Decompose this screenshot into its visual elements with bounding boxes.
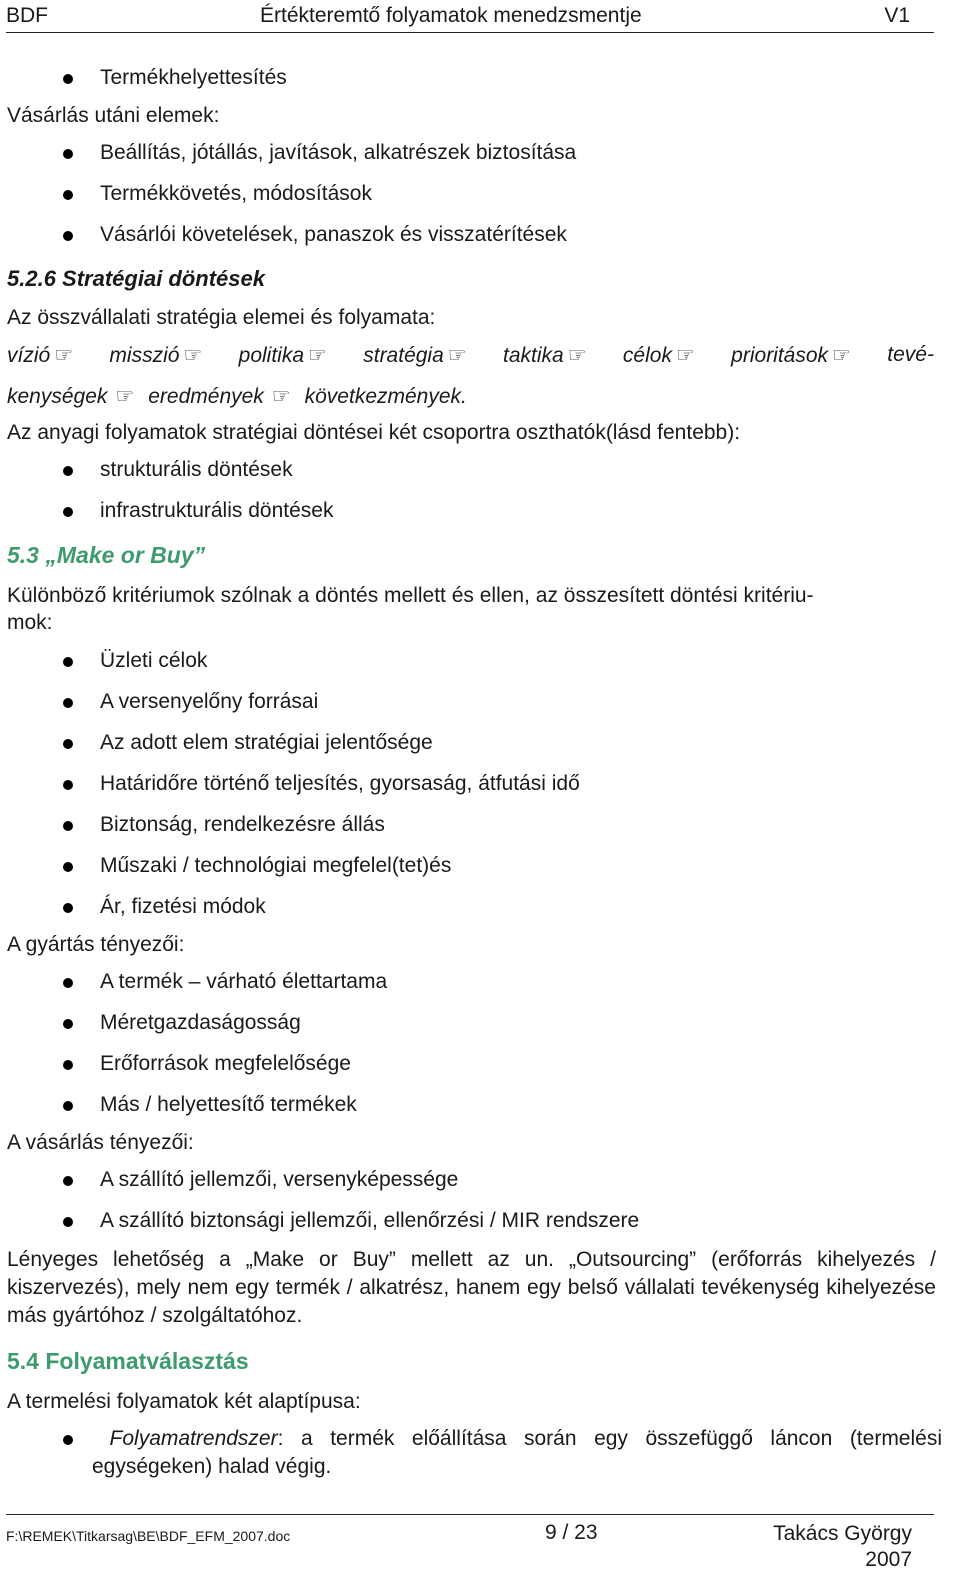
strategy-intro: Az összvállalati stratégia elemei és folyamata:: [7, 306, 436, 329]
footer-file-path: F:\REMEK\Titkarsag\BE\BDF_EFM_2007.doc: [6, 1528, 291, 1544]
bullet: [63, 978, 73, 988]
process-term: Folyamatrendszer: [109, 1427, 278, 1450]
strategy-chain-line1: [7, 343, 934, 368]
list-item: [92, 1425, 942, 1481]
bullet: [63, 1101, 73, 1111]
list-item: A szállító biztonsági jellemzői, ellenőrzési / MIR rendszere: [100, 1209, 640, 1232]
criteria-intro-line1: Különböző kritériumok szólnak a döntés mellett és ellen, az összesített döntési kritériu-: [7, 584, 814, 607]
bullet: [63, 466, 73, 476]
bullet: [63, 780, 73, 790]
bullet: [63, 74, 73, 84]
process-intro: A termelési folyamatok két alaptípusa:: [7, 1390, 361, 1413]
list-item: Ár, fizetési módok: [100, 895, 266, 918]
bullet: [63, 507, 73, 517]
list-item: Az adott elem stratégiai jelentősége: [100, 731, 433, 754]
page-number: 9 / 23: [545, 1521, 598, 1544]
bullet: [63, 231, 73, 241]
bullet: [63, 903, 73, 913]
list-item: A szállító jellemzői, versenyképessége: [100, 1168, 459, 1191]
pointing-hand-icon: ☞: [447, 344, 467, 367]
chain-word: misszió: [109, 344, 180, 367]
footer-author-block: [773, 1521, 912, 1573]
list-item: Termékkövetés, módosítások: [100, 182, 372, 205]
chain-word: vízió: [7, 344, 51, 367]
pointing-hand-icon: ☞: [183, 344, 203, 367]
production-label: A gyártás tényezői:: [7, 933, 185, 956]
header-title: Értékteremtő folyamatok menedzsmentje: [260, 4, 642, 27]
chain-word: kenységek: [7, 385, 108, 408]
list-item: Műszaki / technológiai megfelel(tet)és: [100, 854, 452, 877]
list-item: Határidőre történő teljesítés, gyorsaság, átfutási idő: [100, 772, 580, 795]
header-left: BDF: [6, 4, 48, 27]
bullet: [63, 1217, 73, 1227]
bullet: [63, 1176, 73, 1186]
bullet: [63, 149, 73, 159]
chain-word: stratégia: [363, 344, 444, 367]
bullet: [63, 698, 73, 708]
bullet: [63, 821, 73, 831]
bullet: [63, 862, 73, 872]
bullet: [63, 1435, 73, 1445]
pointing-hand-icon: ☞: [54, 344, 74, 367]
chain-word: eredmények: [148, 385, 264, 408]
list-item: Termékhelyettesítés: [100, 66, 287, 89]
chain-word: taktika: [503, 344, 564, 367]
footer-rule: [6, 1514, 934, 1515]
bullet: [63, 1060, 73, 1070]
chain-word: prioritások: [731, 344, 829, 367]
process-description: : a termék előállítása során egy összefüggő láncon (termelési egységeken) halad végig.: [92, 1427, 943, 1478]
criteria-intro-line2: mok:: [7, 611, 53, 634]
chain-word: célok: [622, 344, 672, 367]
pointing-hand-icon: ☞: [567, 344, 587, 367]
footer-author: Takács György: [773, 1522, 912, 1545]
pointing-hand-icon: ☞: [832, 344, 851, 367]
pointing-hand-icon: ☞: [675, 344, 695, 367]
footer-year: 2007: [865, 1548, 912, 1571]
after-sale-label: Vásárlás utáni elemek:: [7, 104, 220, 127]
list-item: Erőforrások megfelelősége: [100, 1052, 351, 1075]
list-item: Vásárlói követelések, panaszok és visszatérítések: [100, 223, 567, 246]
bullet: [63, 190, 73, 200]
pointing-hand-icon: ☞: [308, 344, 327, 367]
purchase-label: A vásárlás tényezői:: [7, 1131, 194, 1154]
list-item: A versenyelőny forrásai: [100, 690, 319, 713]
chain-word: politika: [238, 344, 305, 367]
list-item: Beállítás, jótállás, javítások, alkatrészek biztosítása: [100, 141, 577, 164]
bullet: [63, 1019, 73, 1029]
header-version: V1: [884, 4, 910, 27]
list-item: Méretgazdaságosság: [100, 1011, 301, 1034]
section-heading-54: 5.4 Folyamatválasztás: [7, 1348, 249, 1374]
material-decisions: Az anyagi folyamatok stratégiai döntései két csoportra oszthatók(lásd fentebb):: [7, 421, 741, 444]
strategy-chain-line2: [7, 384, 467, 409]
bullet: [63, 657, 73, 667]
chain-word: tevé-: [887, 343, 934, 366]
outsourcing-paragraph: Lényeges lehetőség a „Make or Buy” mellett az un. „Outsourcing” (erőforrás kihelyezés / kiszervezés), mely nem egy termék / alkatrész, hanem egy belső vállalati tevékenység kihelyezése más gyártóhoz / szolgáltatóhoz.: [7, 1248, 936, 1327]
bullet: [63, 739, 73, 749]
list-item: Biztonság, rendelkezésre állás: [100, 813, 385, 836]
list-item: Üzleti célok: [100, 649, 208, 672]
pointing-hand-icon: ☞: [271, 385, 291, 408]
list-item: Más / helyettesítő termékek: [100, 1093, 357, 1116]
list-item: strukturális döntések: [100, 458, 293, 481]
section-heading-53: 5.3 „Make or Buy”: [7, 542, 206, 568]
list-item: A termék – várható élettartama: [100, 970, 388, 993]
section-heading-526: 5.2.6 Stratégiai döntések: [7, 266, 265, 291]
header-rule: [6, 32, 934, 33]
chain-word: következmények.: [304, 385, 467, 408]
pointing-hand-icon: ☞: [115, 385, 135, 408]
list-item: infrastrukturális döntések: [100, 499, 334, 522]
